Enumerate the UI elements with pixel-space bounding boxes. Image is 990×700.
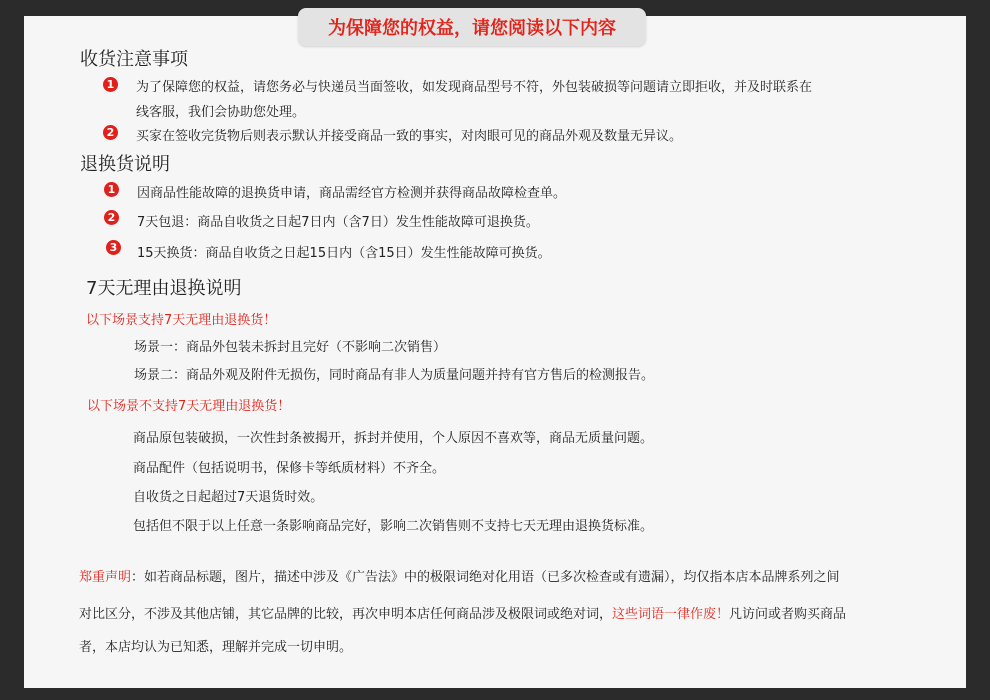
- disclaimer-label: 郑重声明: [79, 570, 132, 585]
- disclaimer-line-1-text: ：如若商品标题，图片，描述中涉及《广告法》中的极限词绝对化用语（已多次检查或有遗漏），均仅指本店本品牌系列之间: [131, 570, 840, 585]
- returns-item-2: 7天包退：商品自收货之日起7日内（含7日）发生性能故障可退换货。: [137, 215, 539, 230]
- unsupported-scenario-1: 商品原包装破损，一次性封条被揭开，拆封并使用，个人原因不喜欢等，商品无质量问题。: [133, 431, 654, 446]
- section-title-receiving: 收货注意事项: [80, 49, 188, 70]
- number-badge-1: 1: [103, 77, 118, 92]
- receiving-item-1-line-2: 线客服，我们会协助您处理。: [136, 105, 306, 120]
- section-title-returns: 退换货说明: [80, 154, 170, 175]
- returns-item-3: 15天换货：商品自收货之日起15日内（含15日）发生性能故障可换货。: [137, 246, 551, 261]
- section-title-seven-day: 7天无理由退换说明: [86, 278, 242, 299]
- supported-scenario-1: 场景一：商品外包装未拆封且完好（不影响二次销售）: [134, 340, 447, 355]
- unsupported-scenario-4: 包括但不限于以上任意一条影响商品完好，影响二次销售则不支持七天无理由退换货标准。: [133, 519, 654, 534]
- number-badge-3: 3: [106, 240, 121, 255]
- unsupported-scenarios-label: 以下场景不支持7天无理由退换货！: [87, 399, 291, 414]
- unsupported-scenario-2: 商品配件（包括说明书，保修卡等纸质材料）不齐全。: [133, 461, 446, 476]
- supported-scenario-2: 场景二：商品外观及附件无损伤，同时商品有非人为质量问题并持有官方售后的检测报告。: [134, 368, 655, 383]
- number-badge-1: 1: [104, 182, 119, 197]
- receiving-item-2: 买家在签收完货物后则表示默认并接受商品一致的事实，对肉眼可见的商品外观及数量无异议。: [136, 129, 683, 144]
- supported-scenarios-label: 以下场景支持7天无理由退换货！: [86, 313, 277, 328]
- number-badge-2: 2: [103, 125, 118, 140]
- disclaimer-line-2-text-a: 对比区分，不涉及其他店铺，其它品牌的比较，再次申明本店任何商品涉及极限词或绝对词，: [79, 607, 613, 622]
- returns-item-1: 因商品性能故障的退换货申请，商品需经官方检测并获得商品故障检查单。: [137, 186, 567, 201]
- disclaimer-line-2: [79, 603, 846, 622]
- disclaimer-line-3: 者，本店均认为已知悉，理解并完成一切申明。: [79, 640, 353, 655]
- disclaimer-line-1: [79, 566, 840, 585]
- disclaimer-line-2-text-b: 凡访问或者购买商品: [729, 607, 847, 622]
- number-badge-2: 2: [104, 210, 119, 225]
- disclaimer-void-notice: 这些词语一律作废！: [612, 607, 730, 622]
- receiving-item-1-line-1: 为了保障您的权益，请您务必与快递员当面签收，如发现商品型号不符，外包装破损等问题请立即拒收，并及时联系在: [136, 80, 813, 95]
- notice-banner: 为保障您的权益，请您阅读以下内容: [298, 8, 646, 46]
- unsupported-scenario-3: 自收货之日起超过7天退货时效。: [133, 490, 324, 505]
